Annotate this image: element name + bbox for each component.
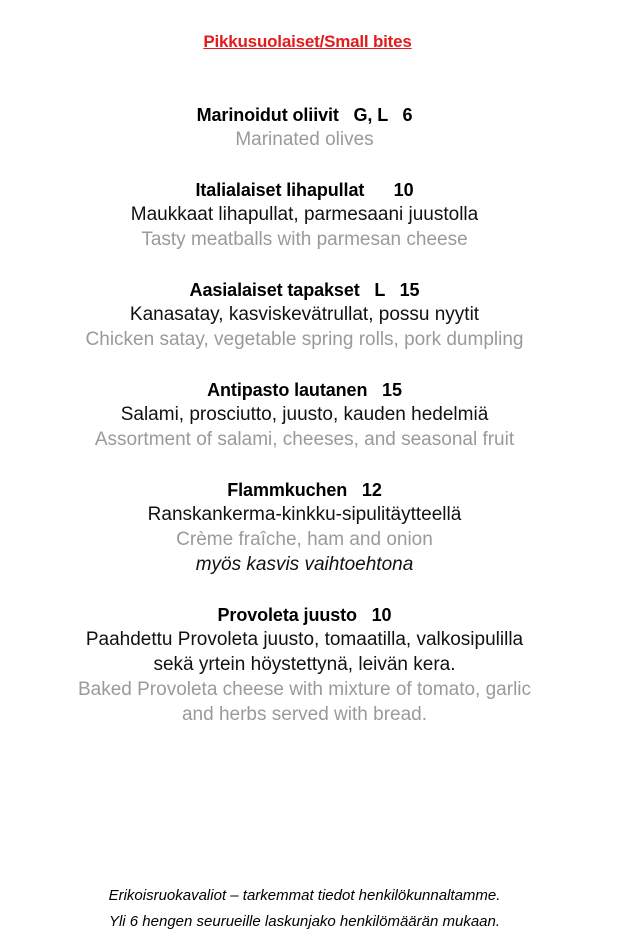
item-description-fi-line1: Paahdettu Provoleta juusto, tomaatilla, valkosipulilla <box>85 629 524 650</box>
item-description-en-line1: Baked Provoleta cheese with mixture of tomato, garlic <box>77 679 532 700</box>
item-note: myös kasvis vaihtoehtona <box>195 554 414 575</box>
menu-item-antipasto <box>0 378 609 452</box>
menu-item-flammkuchen <box>0 478 609 577</box>
item-description-fi-line2: sekä yrtein höystettynä, leivän kera. <box>153 654 456 675</box>
item-title: Provoleta juusto 10 <box>217 605 392 625</box>
menu-item-provoleta <box>0 603 609 727</box>
item-title: Flammkuchen 12 <box>227 480 382 500</box>
item-description-en: Tasty meatballs with parmesan cheese <box>141 229 468 250</box>
item-description-en-line2: and herbs served with bread. <box>181 704 428 725</box>
footer-billing-note: Yli 6 hengen seurueille laskunjako henkilömäärän mukaan. <box>108 913 501 930</box>
item-title: Italialaiset lihapullat 10 <box>195 180 414 200</box>
item-description-fi: Ranskankerma-kinkku-sipulitäytteellä <box>147 504 462 525</box>
footer-dietary-note: Erikoisruokavaliot – tarkemmat tiedot henkilökunnaltamme. <box>108 887 501 904</box>
item-description-en: Marinated olives <box>235 129 374 150</box>
menu-item-asian-tapas <box>0 278 609 352</box>
item-description-en: Assortment of salami, cheeses, and seasonal fruit <box>94 429 515 450</box>
item-description-en: Crème fraîche, ham and onion <box>176 529 433 550</box>
item-title: Aasialaiset tapakset L 15 <box>189 280 420 300</box>
item-description-en: Chicken satay, vegetable spring rolls, pork dumpling <box>85 329 524 350</box>
item-description-fi: Salami, prosciutto, juusto, kauden hedelmiä <box>120 404 489 425</box>
item-description-fi: Maukkaat lihapullat, parmesaani juustolla <box>130 204 479 225</box>
menu-item-meatballs <box>0 178 609 252</box>
item-title: Marinoidut oliivit G, L 6 <box>196 105 413 125</box>
section-heading: Pikkusuolaiset/Small bites <box>203 32 412 51</box>
menu-item-olives <box>0 103 609 152</box>
item-title: Antipasto lautanen 15 <box>207 380 402 400</box>
menu-list <box>0 103 609 753</box>
item-description-fi: Kanasatay, kasviskevätrullat, possu nyytit <box>129 304 480 325</box>
